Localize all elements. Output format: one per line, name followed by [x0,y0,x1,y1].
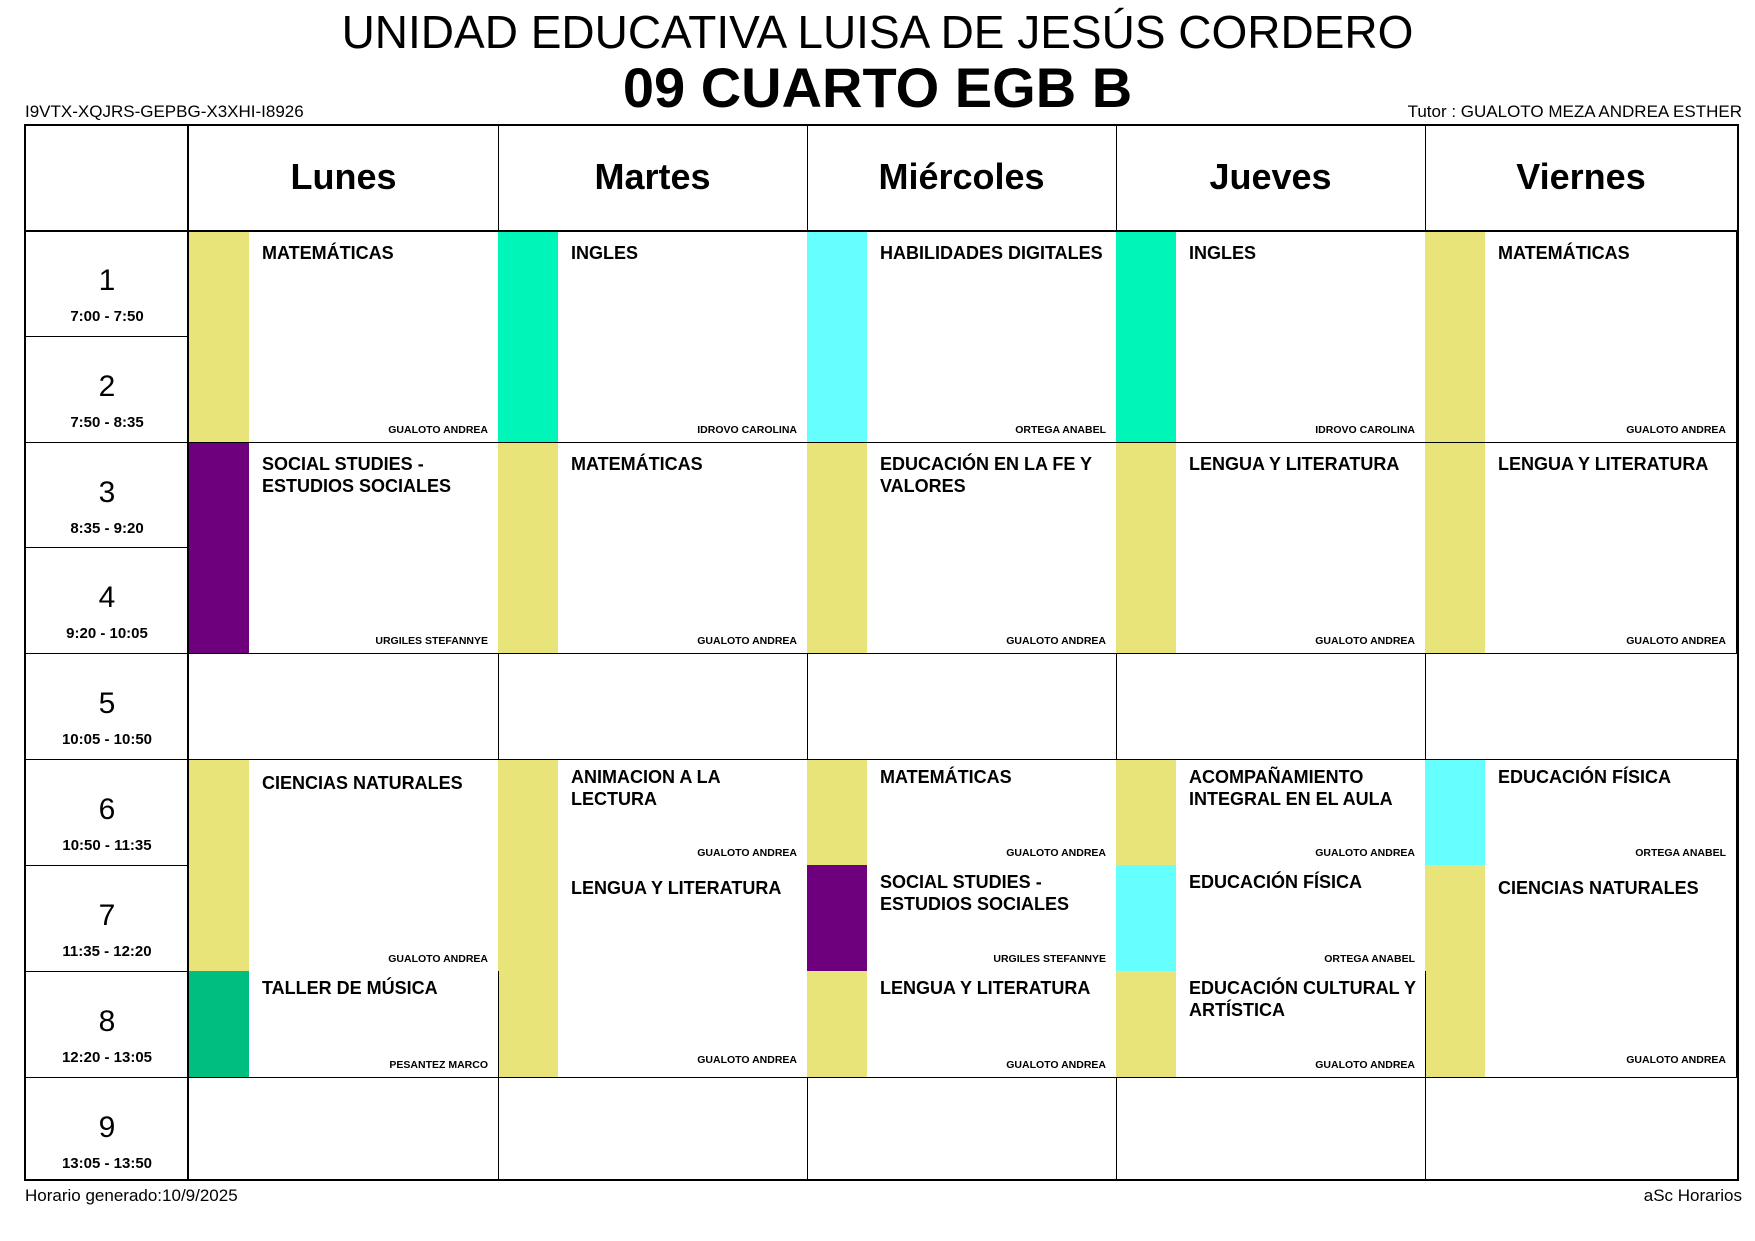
period-time: 7:00 - 7:50 [70,308,144,325]
subject-color-bar [1116,760,1176,865]
period-time: 10:05 - 10:50 [61,731,153,748]
lesson-teacher: ORTEGA ANABEL [1635,847,1726,859]
lesson-teacher: GUALOTO ANDREA [1626,424,1726,436]
lesson-card[interactable] [1116,443,1426,654]
subject-color-bar [498,760,558,865]
period-number: 3 [98,476,116,509]
lesson-card[interactable] [498,760,808,866]
period-divider [26,865,188,866]
lesson-teacher: ORTEGA ANABEL [1324,953,1415,965]
subject-color-bar [189,443,249,653]
lesson-card[interactable] [1425,760,1737,866]
subject-color-bar [1116,971,1176,1077]
subject-color-bar [807,760,867,865]
period-label [26,1111,188,1173]
subject-color-bar [1116,865,1176,971]
subject-color-bar [1116,443,1176,653]
subject-color-bar [807,865,867,971]
lesson-teacher: URGILES STEFANNYE [375,635,488,647]
lesson-teacher: GUALOTO ANDREA [1006,1059,1106,1071]
period-time: 12:20 - 13:05 [61,1049,153,1066]
period-label [26,899,188,961]
period-time: 7:50 - 8:35 [70,414,144,431]
lesson-subject: ACOMPAÑAMIENTO INTEGRAL EN EL AULA [1189,767,1393,809]
lesson-card[interactable] [1116,971,1426,1078]
period-label [26,476,188,538]
lesson-card[interactable] [1116,865,1426,972]
lesson-subject: EDUCACIÓN EN LA FE Y VALORES [880,454,1092,496]
school-name: UNIDAD EDUCATIVA LUISA DE JESÚS CORDERO [341,6,1414,58]
period-label [26,370,188,432]
period-number: 4 [98,581,116,614]
lesson-subject: MATEMÁTICAS [880,767,1012,787]
brand-label: aSc Horarios [1643,1186,1742,1205]
period-time: 11:35 - 12:20 [62,943,152,960]
generated-date: Horario generado:10/9/2025 [25,1186,238,1205]
lesson-card[interactable] [189,443,499,654]
period-divider [26,336,188,337]
lesson-subject: LENGUA Y LITERATURA [571,878,782,898]
lesson-subject: MATEMÁTICAS [571,454,703,474]
subject-color-bar [498,865,558,1077]
period-label [26,793,188,855]
subject-color-bar [498,232,558,442]
lesson-teacher: GUALOTO ANDREA [1626,635,1726,647]
period-number: 5 [98,687,116,720]
lesson-subject: CIENCIAS NATURALES [1498,878,1699,898]
lesson-teacher: IDROVO CAROLINA [697,424,797,436]
lesson-teacher: PESANTEZ MARCO [389,1059,488,1071]
lesson-teacher: URGILES STEFANNYE [993,953,1106,965]
period-divider [26,547,188,548]
lesson-teacher: GUALOTO ANDREA [388,953,488,965]
lesson-card[interactable] [807,760,1117,866]
lesson-subject: INGLES [571,243,639,263]
lesson-card[interactable] [189,760,499,972]
subject-color-bar [807,971,867,1077]
lesson-teacher: GUALOTO ANDREA [1626,1054,1726,1066]
lesson-subject: ANIMACION A LA LECTURA [571,767,720,809]
subject-color-bar [189,232,249,442]
lesson-card[interactable] [189,971,499,1078]
day-header-martes: Martes [594,156,711,197]
period-number: 1 [98,264,116,297]
lesson-teacher: GUALOTO ANDREA [697,1054,797,1066]
period-number: 8 [98,1005,116,1038]
lesson-teacher: GUALOTO ANDREA [1315,635,1415,647]
lesson-subject: SOCIAL STUDIES - ESTUDIOS SOCIALES [880,872,1070,914]
class-name: 09 CUARTO EGB B [622,56,1133,119]
day-header-miercoles: Miércoles [878,156,1045,197]
lesson-card[interactable] [1116,760,1426,866]
lesson-card[interactable] [498,443,808,654]
period-label [26,1005,188,1067]
day-header-viernes: Viernes [1516,156,1646,197]
lesson-card[interactable] [807,232,1117,443]
lesson-teacher: GUALOTO ANDREA [697,635,797,647]
lesson-teacher: GUALOTO ANDREA [1315,1059,1415,1071]
lesson-card[interactable] [807,865,1117,972]
day-header-lunes: Lunes [290,156,397,197]
subject-color-bar [1425,232,1485,442]
lesson-teacher: GUALOTO ANDREA [1006,847,1106,859]
lesson-teacher: GUALOTO ANDREA [1006,635,1106,647]
lesson-card[interactable] [1425,232,1737,443]
lesson-teacher: ORTEGA ANABEL [1015,424,1106,436]
lesson-card[interactable] [498,232,808,443]
subject-color-bar [807,232,867,442]
lesson-subject: CIENCIAS NATURALES [262,773,463,793]
lesson-card[interactable] [498,865,808,1078]
period-number: 6 [98,793,116,826]
period-number: 9 [98,1111,116,1144]
lesson-card[interactable] [1425,865,1737,1078]
subject-color-bar [498,443,558,653]
schedule-code: I9VTX-XQJRS-GEPBG-X3XHI-I8926 [25,102,304,121]
lesson-card[interactable] [807,443,1117,654]
lesson-subject: LENGUA Y LITERATURA [1189,454,1400,474]
period-number: 7 [98,899,116,932]
period-time: 13:05 - 13:50 [61,1155,153,1172]
lesson-subject: SOCIAL STUDIES - ESTUDIOS SOCIALES [262,454,452,496]
subject-color-bar [1425,443,1485,653]
lesson-subject: LENGUA Y LITERATURA [880,978,1091,998]
period-time: 8:35 - 9:20 [70,520,144,537]
lesson-subject: EDUCACIÓN CULTURAL Y ARTÍSTICA [1189,978,1416,1020]
lesson-subject: MATEMÁTICAS [262,243,394,263]
period-divider [26,971,188,972]
lesson-subject: TALLER DE MÚSICA [262,978,438,998]
lesson-teacher: GUALOTO ANDREA [1315,847,1415,859]
lesson-subject: MATEMÁTICAS [1498,243,1630,263]
lesson-subject: LENGUA Y LITERATURA [1498,454,1709,474]
lesson-subject: EDUCACIÓN FÍSICA [1498,767,1672,787]
lesson-teacher: GUALOTO ANDREA [697,847,797,859]
subject-color-bar [189,760,249,971]
subject-color-bar [1116,232,1176,442]
period-number: 2 [98,370,116,403]
period-label [26,264,188,326]
lesson-subject: EDUCACIÓN FÍSICA [1189,872,1363,892]
lesson-teacher: GUALOTO ANDREA [388,424,488,436]
lesson-card[interactable] [807,971,1117,1078]
tutor-label: Tutor : GUALOTO MEZA ANDREA ESTHER [1407,102,1742,121]
period-time: 10:50 - 11:35 [62,837,152,854]
subject-color-bar [807,443,867,653]
lesson-card[interactable] [1116,232,1426,443]
lesson-teacher: IDROVO CAROLINA [1315,424,1415,436]
lesson-subject: INGLES [1189,243,1257,263]
period-label [26,687,188,749]
subject-color-bar [1425,865,1485,1077]
period-label [26,581,188,643]
lesson-card[interactable] [189,232,499,443]
lesson-card[interactable] [1425,443,1737,654]
day-header-jueves: Jueves [1209,156,1332,197]
lesson-subject: HABILIDADES DIGITALES [880,243,1103,263]
subject-color-bar [1425,760,1485,865]
subject-color-bar [189,971,249,1077]
period-time: 9:20 - 10:05 [66,625,148,642]
